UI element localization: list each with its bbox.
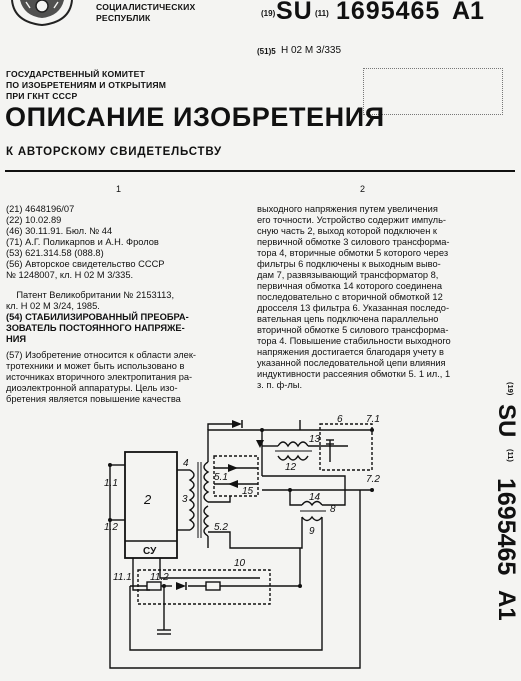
label-filter-6: 6 (337, 414, 343, 425)
label-diodes-15: 15 (242, 486, 254, 497)
label-transformer-8: 8 (330, 504, 336, 515)
side-country-code: SU (493, 404, 520, 438)
abstract-line: сную часть 2, выход которой подключен к (257, 226, 437, 236)
inid-code-19: (19) (261, 9, 276, 18)
label-winding-3: 3 (182, 494, 188, 505)
header-republics-line: РЕСПУБЛИК (96, 13, 151, 23)
bib-line: (46) 30.11.91. Бюл. № 44 (6, 226, 113, 236)
invention-title-line: (54) СТАБИЛИЗИРОВАННЫЙ ПРЕОБРА- (6, 312, 189, 322)
label-ctrl-11-2: 11.2 (150, 572, 169, 583)
abstract-line: (57) Изобретение относится к области элек- (6, 350, 196, 360)
side-patent-number: 1695465 (492, 478, 520, 576)
abstract-line: напряжения достигается благодаря учету в (257, 347, 444, 357)
abstract-line: последовательно с вторичной обмоткой 12 (257, 292, 443, 302)
committee-line-2: ПО ИЗОБРЕТЕНИЯМ И ОТКРЫТИЯМ (6, 80, 167, 90)
abstract-line: дам 7, развязывающий трансформатор 8, (257, 270, 439, 280)
bib-line: (22) 10.02.89 (6, 215, 62, 225)
label-winding-5-2: 5.2 (214, 522, 228, 533)
abstract-line: источниках вторичного электропитания ра- (6, 372, 193, 382)
bib-line: (56) Авторское свидетельство СССР (6, 259, 165, 269)
abstract-line: индуктивности рассеяния обмотки 5. 1 ил., 1 (257, 369, 451, 379)
bib-line: (53) 621.314.58 (088.8) (6, 248, 104, 258)
abstract-line: бретения является повышение качества (6, 394, 181, 404)
abstract-line: тора 4. Повышение стабильности выходного (257, 336, 451, 346)
label-in-1-1: 1.1 (104, 478, 118, 489)
invention-title-line: ЗОВАТЕЛЬ ПОСТОЯННОГО НАПРЯЖЕ- (6, 323, 185, 333)
label-choke-13: 13 (309, 434, 321, 445)
bib-line: (71) А.Г. Поликарпов и А.Н. Фролов (6, 237, 159, 247)
label-cu: СУ (143, 546, 157, 557)
committee-line-3: ПРИ ГКНТ СССР (6, 91, 78, 101)
label-block-10: 10 (234, 558, 246, 569)
inid-code-51: (51)5 (257, 47, 276, 56)
header-state-line: СОЦИАЛИСТИЧЕСКИХ (96, 2, 196, 12)
bib-line: (21) 4648196/07 (6, 204, 75, 214)
label-winding-5-1: 5.1 (214, 472, 228, 483)
abstract-line: тротехники и может быть использовано в (6, 361, 185, 371)
abstract-line: тора 4, вторичные обмотки 5 которого через (257, 248, 449, 258)
side-code-11: (11) (506, 449, 515, 462)
document-subtitle: К АВТОРСКОМУ СВИДЕТЕЛЬСТВУ (6, 146, 222, 158)
bib-line: Патент Великобритании № 2153113, (6, 290, 175, 300)
document-title: ОПИСАНИЕ ИЗОБРЕТЕНИЯ (5, 102, 385, 132)
label-winding-14: 14 (309, 492, 321, 503)
abstract-line: дросселя 13 фильтра 6. Указанная последо- (257, 303, 450, 313)
label-in-1-2: 1.2 (104, 522, 118, 533)
inid-code-11: (11) (315, 9, 329, 18)
abstract-line: вторичной обмотке 5 силового трансформа- (257, 325, 449, 335)
label-out-7-1: 7.1 (366, 414, 380, 425)
column-number-2: 2 (360, 184, 366, 194)
label-ctrl-11-1: 11.1 (113, 572, 132, 583)
label-block-2: 2 (144, 492, 152, 507)
abstract-line: первичная обмотка 14 которого соединена (257, 281, 442, 291)
label-transformer-4: 4 (183, 458, 189, 469)
country-code: SU (276, 0, 313, 25)
abstract-line: фильтры 6 подключены к выходным выво- (257, 259, 441, 269)
abstract-line: его точности. Устройство содержит импуль- (257, 215, 447, 225)
side-code-19: (19) (506, 382, 515, 396)
abstract-line: вательная цепь подключена параллельно (257, 314, 439, 324)
ipc-class: H 02 M 3/335 (281, 45, 342, 56)
patent-kind: A1 (452, 0, 484, 25)
label-out-7-2: 7.2 (366, 474, 380, 485)
abstract-line: указанной последовательной цепи влияния (257, 358, 446, 368)
bib-line: кл. Н 02 М 3/24, 1985. (6, 301, 100, 311)
column-number-1: 1 (116, 184, 122, 194)
label-winding-12: 12 (285, 462, 297, 473)
committee-line-1: ГОСУДАРСТВЕННЫЙ КОМИТЕТ (6, 69, 145, 79)
abstract-line: диоэлектронной аппаратуры. Цель изо- (6, 383, 178, 393)
invention-title-line: НИЯ (6, 334, 27, 344)
bib-line: № 1248007, кл. Н 02 М 3/335. (6, 270, 134, 280)
label-winding-9: 9 (309, 526, 315, 537)
abstract-line: з. п. ф-лы. (257, 380, 303, 390)
abstract-line: первичной обмотке 3 силового трансформа- (257, 237, 450, 247)
patent-number: 1695465 (336, 0, 441, 25)
side-patent-kind: A1 (493, 590, 520, 621)
abstract-line: выходного напряжения путем увеличения (257, 204, 438, 214)
